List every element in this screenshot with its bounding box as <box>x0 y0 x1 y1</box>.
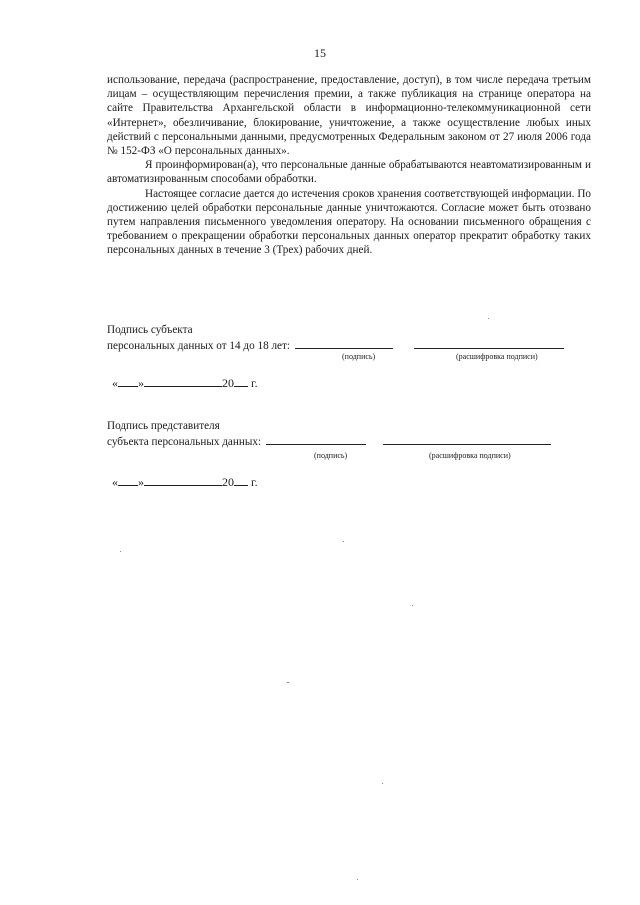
representative-date-row <box>112 474 258 490</box>
subject-decoding-caption: (расшифровка подписи) <box>456 352 538 361</box>
scan-speck <box>357 879 358 880</box>
representative-signature-line[interactable] <box>266 434 366 445</box>
subject-signature-title: Подпись субъекта <box>107 324 193 336</box>
paragraph-processing-actions: использование, передача (распространение, предоставление, доступ), в том числе передача третьим лицам – осуществляющим перечисления премии, а также публикация на странице оператора на сайте Правительства Архангельской области в информационно-телекоммуникационной сети «Интернет», обезличивание, блокирование, уничтожение, а также осуществление любых иных действий с персональными данными, предусмотренных Федеральным законом от 27 июля 2006 года № 152-ФЗ «О персональных данных». <box>107 74 591 158</box>
representative-signature-title: Подпись представителя <box>107 420 220 432</box>
subject-month-field[interactable] <box>144 375 222 387</box>
subject-signature-block <box>107 322 564 354</box>
representative-year-field[interactable] <box>234 474 248 486</box>
representative-year-prefix: 20 <box>222 475 234 489</box>
scan-speck <box>412 605 413 606</box>
subject-year-suffix: г. <box>251 376 258 390</box>
subject-date-close-quote: » <box>138 376 144 390</box>
representative-date-open-quote: « <box>112 475 118 489</box>
subject-date-open-quote: « <box>112 376 118 390</box>
subject-day-field[interactable] <box>118 375 138 387</box>
representative-decoding-caption: (расшифровка подписи) <box>429 451 511 460</box>
representative-date-close-quote: » <box>138 475 144 489</box>
paragraph-informed: Я проинформирован(а), что персональные данные обрабатываются неавтоматизированным и автоматизированным способами обработки. <box>107 159 591 186</box>
scan-speck <box>287 682 289 683</box>
subject-signature-label: персональных данных от 14 до 18 лет: <box>107 340 291 352</box>
representative-signature-label: субъекта персональных данных: <box>107 436 262 448</box>
subject-date-row <box>112 375 258 391</box>
representative-month-field[interactable] <box>144 474 222 486</box>
representative-decoding-line[interactable] <box>383 434 551 445</box>
page-number: 15 <box>314 46 326 60</box>
subject-signature-caption: (подпись) <box>342 352 376 361</box>
representative-signature-row <box>107 434 551 450</box>
representative-signature-caption: (подпись) <box>314 451 348 460</box>
subject-year-prefix: 20 <box>222 376 234 390</box>
representative-signature-block <box>107 418 551 450</box>
subject-year-field[interactable] <box>234 375 248 387</box>
scan-speck <box>382 783 383 784</box>
subject-decoding-line[interactable] <box>414 338 564 349</box>
representative-day-field[interactable] <box>118 474 138 486</box>
scan-speck <box>120 551 121 552</box>
consent-text <box>107 73 591 258</box>
representative-year-suffix: г. <box>251 475 258 489</box>
scan-speck <box>343 541 344 542</box>
scan-speck <box>488 318 489 319</box>
subject-signature-line[interactable] <box>295 338 393 349</box>
paragraph-consent-term: Настоящее согласие дается до истечения сроков хранения соответствующей информации. По достижению целей обработки персональные данные уничтожаются. Согласие может быть отозвано путем направления письменного уведомления оператору. На основании письменного обращения с требованием о прекращении обработки персональных данных оператор прекратит обработку таких персональных данных в течение 3 (Трех) рабочих дней. <box>107 187 591 257</box>
